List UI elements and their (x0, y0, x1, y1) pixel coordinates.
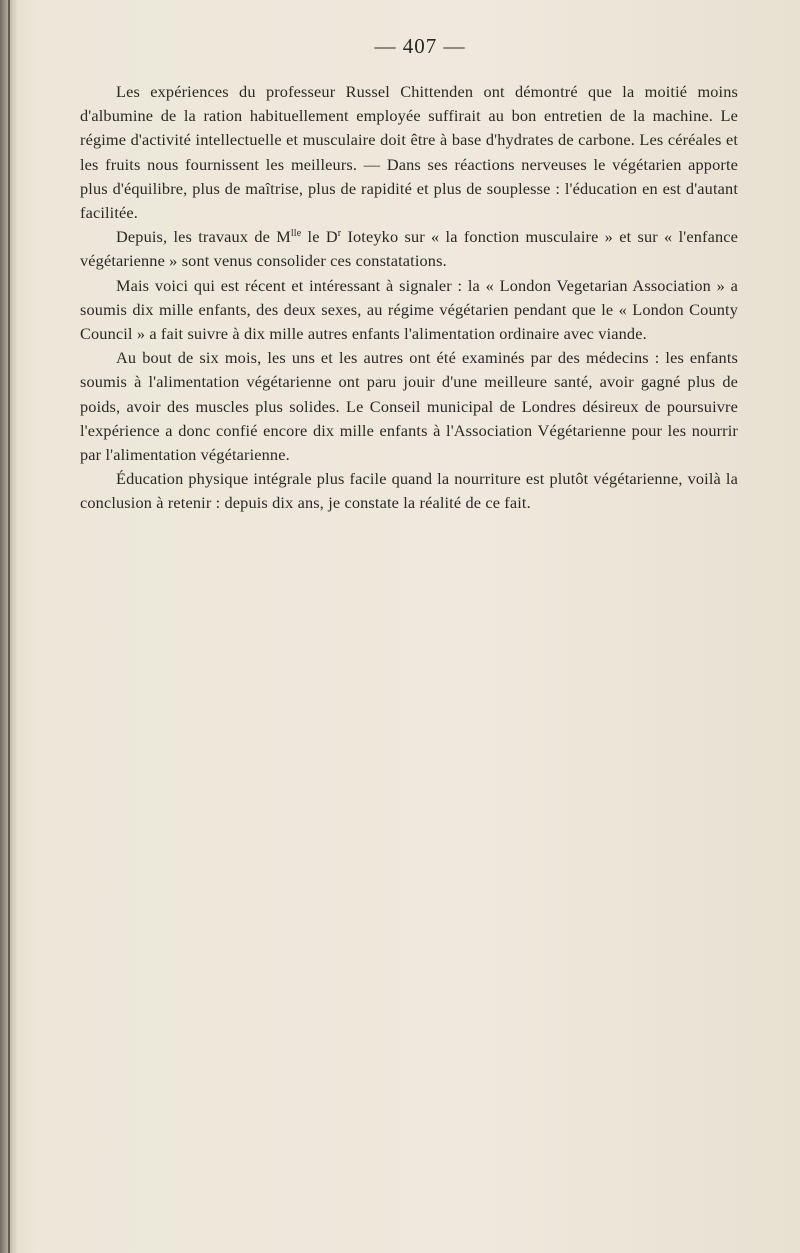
title-mlle-superscript: lle (290, 228, 302, 240)
paragraph-2-part-a: Depuis, les travaux de M (116, 227, 291, 247)
page-number: — 407 — (374, 34, 466, 58)
body-text (80, 80, 738, 516)
paragraph-1: Les expériences du professeur Russel Chittenden ont démontré que la moitié moins d'albumine de la ration habituellement employée suffirait au bon entretien de la machine. Le régime d'activité intellectuelle et musculaire doit être à base d'hydrates de carbone. Les céréales et les fruits nous fournissent les meilleurs. — Dans ses réactions nerveuses le végétarien apporte plus d'équilibre, plus de maîtrise, plus de rapidité et plus de souplesse : l'éducation en est d'autant facilitée. (80, 82, 738, 223)
paragraph-2-part-c: Ioteyko sur « la fonction musculaire » et sur « l'enfance végétarienne » sont venus consolider ces constatations. (80, 227, 738, 271)
title-dr-superscript: r (337, 228, 342, 240)
paragraph-5: Éducation physique intégrale plus facile quand la nourriture est plutôt végétarienne, voilà la conclusion à retenir : depuis dix ans, je constate la réalité de ce fait. (80, 469, 738, 513)
page-edge-line (8, 0, 10, 1253)
paragraph-3: Mais voici qui est récent et intéressant à signaler : la « London Vegetarian Association » a soumis dix mille enfants, des deux sexes, au régime végétarien pendant que le « London County Council » a fait suivre à dix mille autres enfants l'alimentation ordinaire avec viande. (80, 275, 738, 344)
paragraph-2 (80, 225, 738, 273)
paragraph-2-part-b: le D (301, 227, 338, 247)
paragraph-4: Au bout de six mois, les uns et les autres ont été examinés par des médecins : les enfants soumis à l'alimentation végétarienne ont paru jouir d'une meilleure santé, avoir gagné plus de poids, avoir des muscles plus solides. Le Conseil municipal de Londres désireux de poursuivre l'expérience a donc confié encore dix mille enfants à l'Association Végétarienne pour les nourrir par l'alimentation végétarienne. (80, 348, 738, 465)
